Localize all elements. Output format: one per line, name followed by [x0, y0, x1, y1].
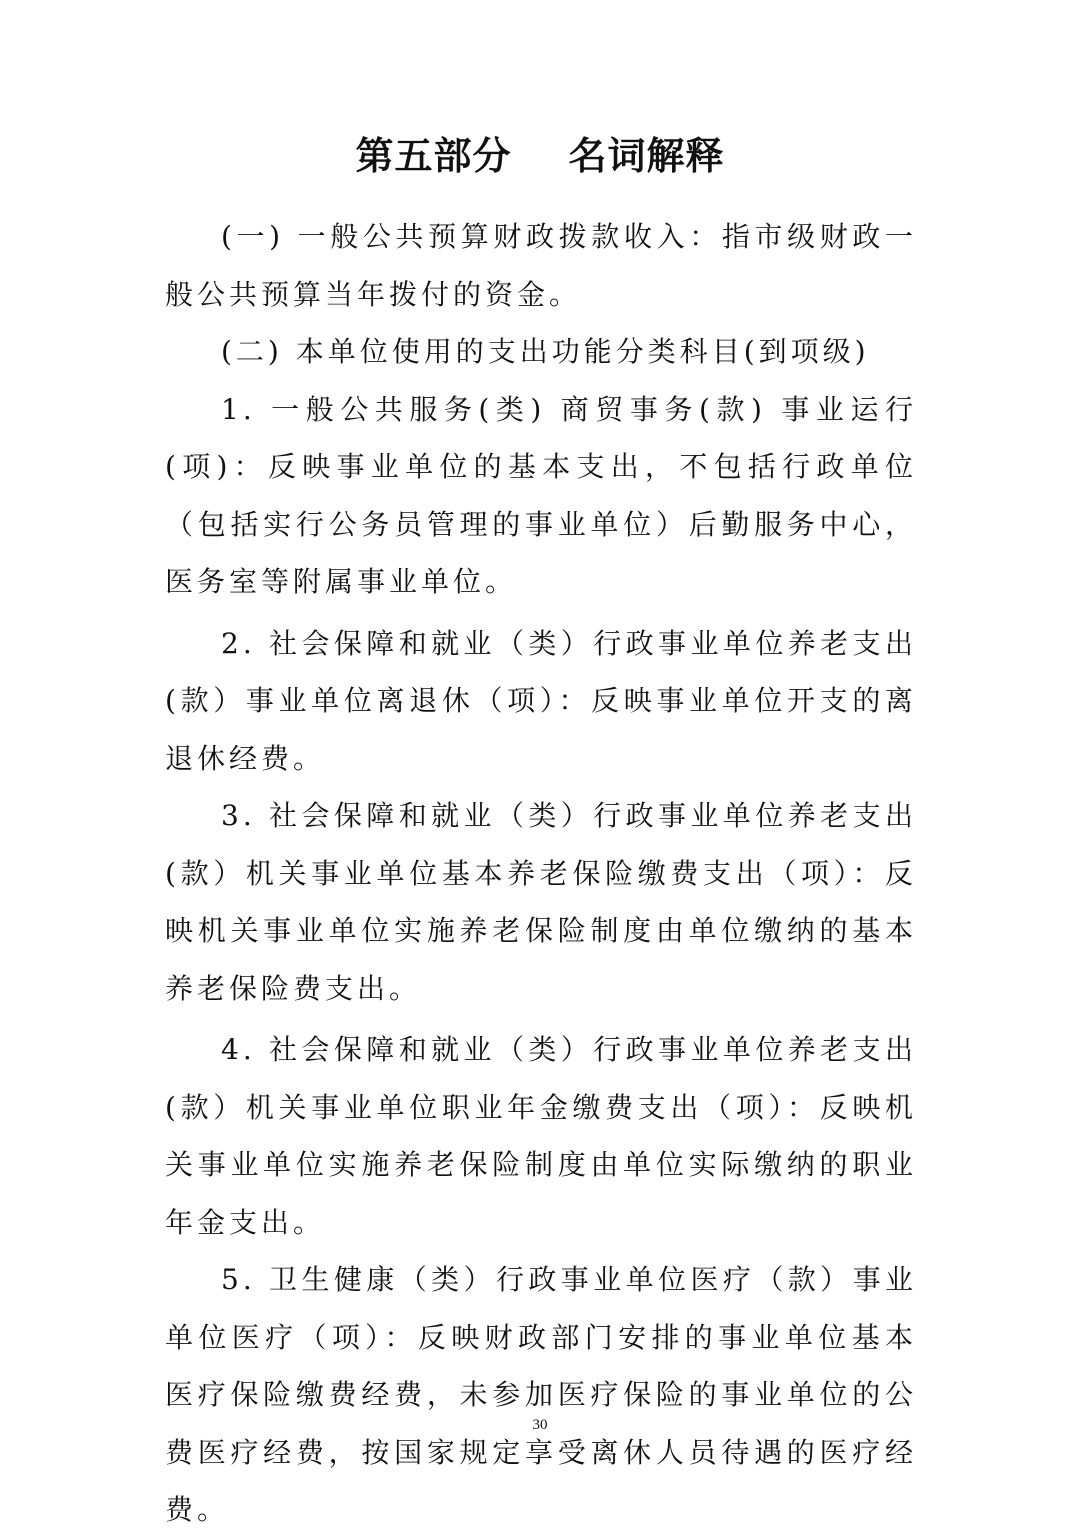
page-number: 30 [532, 1417, 548, 1433]
paragraph-item-3: 3. 社会保障和就业（类）行政事业单位养老支出(款）机关事业单位基本养老保险缴费支出（项）：反映机关事业单位实施养老保险制度由单位缴纳的基本养老保险费支出。 [165, 799, 917, 1005]
section-title: 第五部分 名词解释 [355, 134, 725, 178]
paragraph-general-budget-income: (一) 一般公共预算财政拨款收入：指市级财政一般公共预算当年拨付的资金。 [165, 220, 917, 311]
document-body [165, 208, 917, 1539]
paragraph-function-classification-heading: (二) 本单位使用的支出功能分类科目(到项级) [221, 335, 870, 368]
paragraph-item-5: 5. 卫生健康（类）行政事业单位医疗（款）事业单位医疗（项）：反映财政部门安排的事业单位基本医疗保险缴费经费，未参加医疗保险的事业单位的公费医疗经费，按国家规定享受离休人员待遇的医疗经费。 [165, 1263, 917, 1526]
paragraph-item-2: 2. 社会保障和就业（类）行政事业单位养老支出(款）事业单位离退休（项）：反映事业单位开支的离退休经费。 [165, 626, 917, 775]
paragraph-item-1: 1. 一般公共服务(类) 商贸事务(款) 事业运行(项)：反映事业单位的基本支出，不包括行政单位（包括实行公务员管理的事业单位）后勤服务中心，医务室等附属事业单位。 [165, 392, 917, 598]
paragraph-item-4: 4. 社会保障和就业（类）行政事业单位养老支出(款）机关事业单位职业年金缴费支出（项）：反映机关事业单位实施养老保险制度由单位实际缴纳的职业年金支出。 [165, 1033, 917, 1239]
